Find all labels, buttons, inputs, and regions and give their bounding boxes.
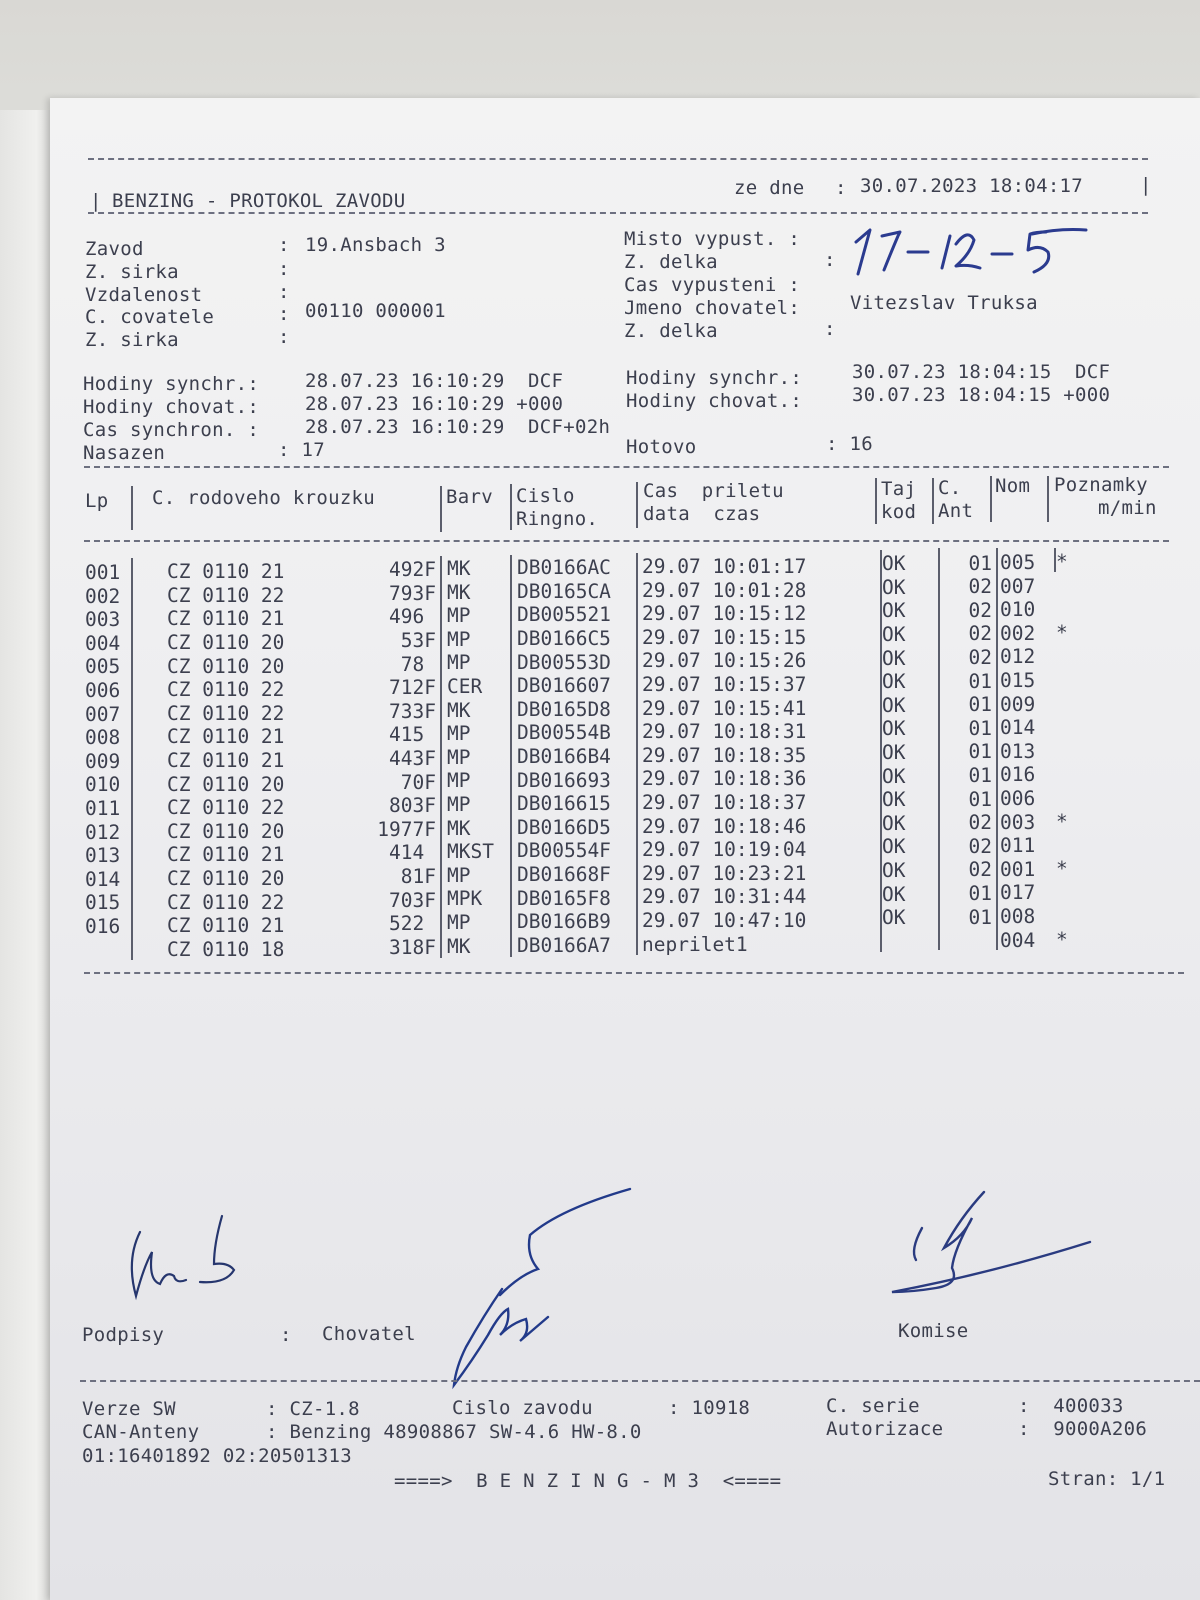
cell-lp: 008 [85,726,121,750]
column-separator [440,556,442,958]
column-separator [131,486,133,530]
info-label: Jmeno chovatel: [624,297,801,319]
cell-nom: 007 [1000,574,1036,598]
cell-barv: MP [447,863,471,887]
cell-cislo: DB0166C5 [517,627,611,650]
footer-verze-label: Verze SW [82,1398,176,1420]
info-colon: : [278,326,290,348]
col-header-cislo: Cislo [516,485,575,507]
cell-barv: MK [447,557,471,580]
info-value: 00110 000001 [305,300,446,322]
cell-nom: 013 [1000,739,1036,763]
cell-taj-kod: OK [882,693,906,717]
cell-ring-number: 492F [389,558,436,582]
cell-ring: CZ 0110 21 [167,914,285,938]
cell-arrival-time: 29.07 10:15:26 [642,649,807,673]
cell-ring-number: 703F [389,888,436,912]
cell-antenna: 01 [968,764,992,787]
cell-nom: 016 [1000,763,1036,787]
col-header-cas-sub: data czas [643,503,761,525]
cell-taj-kod: OK [882,599,906,623]
cell-lp: 006 [85,679,121,702]
cell-ring: CZ 0110 20 [167,772,285,796]
cell-taj-kod: OK [882,552,906,576]
page-title: BENZING - PROTOKOL ZAVODU [112,190,406,212]
info-colon: : [824,318,836,340]
column-separator [932,478,934,524]
cell-ring: CZ 0110 22 [167,796,285,820]
signature-scribble-2 [450,1185,640,1395]
cell-cislo: DB00554F [517,839,611,863]
cell-antenna: 01 [968,669,992,693]
info-colon: : [824,249,836,271]
cell-taj-kod: OK [882,906,906,930]
signature-scribble-3 [888,1188,1098,1298]
cell-cislo: DB0165F8 [517,886,611,910]
column-separator [990,476,992,522]
cell-arrival-time: 29.07 10:18:46 [642,814,807,838]
cell-antenna: 02 [968,834,992,858]
cell-ring-number: 496 [389,605,436,629]
cell-antenna: 01 [968,693,992,717]
signature-scribble-1 [118,1210,248,1306]
cell-arrival-time: 29.07 10:01:28 [642,578,807,602]
cell-cislo: DB00554B [517,721,611,745]
clock-value: : 17 [278,439,325,461]
header-bar-left: | [90,190,102,212]
cell-poznamky: * [1056,857,1068,881]
cell-nom: 003 [1000,810,1036,834]
cell-nom: 011 [1000,834,1036,858]
cell-antenna: 01 [968,716,992,740]
cell-cislo: DB005521 [517,603,611,627]
cell-barv: MK [447,816,471,840]
cell-antenna: 01 [968,551,992,575]
date-value: 30.07.2023 18:04:17 [860,175,1084,197]
clock-label: Hodiny synchr.: [83,373,260,395]
info-label: Z. sirka [85,329,179,351]
cell-arrival-time: 29.07 10:15:15 [642,625,807,649]
cell-ring: CZ 0110 21 [167,607,285,631]
cell-arrival-time: 29.07 10:18:37 [642,790,807,814]
cell-lp: 013 [85,844,121,868]
date-label: ze dne [734,177,805,199]
cell-ring: CZ 0110 21 [167,560,285,584]
cell-nom: 001 [1000,857,1036,881]
cell-cislo: DB0166AC [517,556,611,580]
signatures-label: Podpisy [82,1324,165,1346]
cell-ring: CZ 0110 20 [167,654,285,678]
divider [88,212,1148,214]
cell-lp: 002 [85,584,121,608]
clock-value: 28.07.23 16:10:29 DCF+02h [305,416,611,438]
col-header-cislo-sub: Ringno. [516,508,599,530]
cell-nom: 009 [1000,692,1036,716]
cell-barv: MP [447,911,471,934]
cell-nom: 015 [1000,668,1036,692]
cell-barv: MPK [447,887,483,911]
divider [84,466,1169,468]
clock-label: Cas synchron. : [83,419,260,441]
col-header-poznamky: Poznamky [1054,474,1148,496]
cell-antenna: 02 [968,622,992,646]
cell-antenna: 02 [968,811,992,835]
cell-arrival-time: neprilet1 [642,932,748,956]
info-label: Z. sirka [85,261,179,283]
background-sheet [0,110,52,1600]
info-colon: : [278,303,290,325]
column-separator [440,486,442,532]
cell-lp: 011 [85,797,121,820]
cell-barv: MK [447,580,471,604]
cell-barv: MP [447,604,471,628]
cell-cislo: DB00553D [517,650,611,674]
cell-ring-number: 415 [389,723,436,747]
cell-taj-kod: OK [882,882,906,906]
footer-antennas: 01:16401892 02:20501313 [82,1445,352,1467]
col-header-lp: Lp [85,490,109,512]
cell-barv: MP [447,769,471,793]
cell-cislo: DB016607 [517,674,611,698]
cell-nom: 005 [1000,550,1036,574]
clock-value: 30.07.23 18:04:15 DCF [852,361,1111,383]
cell-lp: 005 [85,655,121,679]
divider [88,158,1148,160]
cell-ring-number: 70F [400,770,436,794]
cell-lp: 016 [85,915,121,938]
cell-ring-number: 522 [389,912,436,936]
col-header-ant: C. [938,477,962,499]
cell-lp: 014 [85,867,121,891]
cell-lp: 015 [85,891,121,915]
cell-barv: MP [447,627,471,651]
cell-ring-number: 318F [389,935,436,959]
cell-taj-kod: OK [882,575,906,599]
info-label: Misto vypust. : [624,228,801,250]
cell-arrival-time: 29.07 10:19:04 [642,838,807,862]
cell-arrival-time: 29.07 10:15:12 [642,602,807,626]
cell-lp: 007 [85,702,121,726]
cell-taj-kod: OK [882,859,906,882]
cell-nom: 002 [1000,621,1036,645]
footer-cislo-label: Cislo zavodu [452,1397,593,1419]
cell-nom: 010 [1000,598,1036,622]
column-separator [996,548,998,950]
cell-ring-number: 443F [389,746,436,770]
cell-antenna: 02 [968,575,992,599]
header-bar-right: | [1140,174,1152,196]
cell-cislo: DB01668F [517,863,611,886]
cell-poznamky: * [1056,550,1068,574]
cell-ring: CZ 0110 22 [167,701,285,725]
cell-ring: CZ 0110 20 [167,866,285,890]
clock-value: 28.07.23 16:10:29 DCF [305,370,564,392]
cell-taj-kod: OK [882,764,906,788]
info-colon: : [278,258,290,280]
cell-ring: CZ 0110 21 [167,748,285,772]
footer-can-label: CAN-Anteny [82,1421,200,1443]
cell-lp: 009 [85,749,121,773]
cell-ring: CZ 0110 22 [167,678,285,702]
cell-antenna: 01 [968,787,992,811]
cell-barv: MP [447,651,471,675]
cell-ring: CZ 0110 18 [167,937,285,961]
cell-taj-kod: OK [882,646,906,670]
cell-ring-number: 81F [400,864,436,888]
cell-barv: MK [447,934,471,958]
cell-cislo: DB0166A7 [517,933,611,957]
cell-cislo: DB0165D8 [517,697,611,721]
column-separator [131,558,133,960]
cell-cislo: DB0166B4 [517,745,611,768]
cell-arrival-time: 29.07 10:18:31 [642,720,807,744]
cell-nom: 017 [1000,881,1036,905]
cell-taj-kod: OK [882,717,906,741]
cell-arrival-time: 29.07 10:15:37 [642,672,807,696]
divider [80,1380,1200,1382]
info-value: 19.Ansbach 3 [305,234,446,256]
divider [84,540,1169,542]
cell-arrival-time: 29.07 10:47:10 [642,908,807,932]
cell-nom: 014 [1000,716,1036,740]
cell-taj-kod: OK [882,623,906,646]
cell-nom: 004 [1000,928,1036,952]
column-separator [510,484,512,530]
footer-cislo-value: : 10918 [668,1397,751,1419]
cell-cislo: DB0166B9 [517,910,611,934]
cell-ring-number: 78 [400,652,436,676]
cell-antenna: 02 [968,646,992,669]
col-header-barv: Barv [446,486,493,508]
cell-ring-number: 803F [389,794,436,818]
clock-label: Nasazen [83,442,166,464]
cell-taj-kod: OK [882,788,906,812]
footer-banner: ====> B E N Z I N G - M 3 <==== [394,1470,782,1492]
clock-label: Hotovo [626,436,697,458]
cell-arrival-time: 29.07 10:15:41 [642,696,807,720]
cell-nom: 012 [1000,645,1036,669]
col-header-ant-sub: Ant [938,500,974,522]
cell-ring: CZ 0110 22 [167,583,285,607]
cell-poznamky: * [1056,809,1068,833]
date-colon: : [835,177,847,199]
col-header-poznamky-sub: m/min [1098,497,1157,519]
handwritten-note [850,222,1100,284]
cell-arrival-time: 29.07 10:18:36 [642,767,807,791]
footer-page: Stran: 1/1 [1048,1468,1166,1490]
cell-ring: CZ 0110 21 [167,725,285,749]
cell-lp: 003 [85,608,121,632]
info-label: C. covatele [85,306,215,328]
info-colon: : [278,281,290,303]
cell-antenna: 02 [968,598,992,622]
cell-barv: MP [447,793,471,816]
info-label: Cas vypusteni : [624,274,801,296]
cell-ring-number: 1977F [377,817,436,841]
info-label: Z. delka [624,251,718,273]
cell-ring: CZ 0110 20 [167,819,285,843]
cell-arrival-time: 29.07 10:31:44 [642,885,807,909]
cell-barv: CER [447,675,483,698]
column-separator [510,555,512,957]
cell-lp: 004 [85,631,121,655]
clock-value: : 16 [826,433,873,455]
info-label: Z. delka [624,320,718,342]
clock-value: 30.07.23 18:04:15 +000 [852,384,1111,406]
footer-verze-value: : CZ-1.8 [266,1398,360,1420]
cell-antenna: 01 [968,905,992,929]
signatures-colon: : [280,1324,292,1346]
cell-lp: 001 [85,561,121,584]
cell-barv: MP [447,722,471,746]
info-label: Zavod [85,238,144,260]
cell-taj-kod: OK [882,741,906,764]
column-separator [875,478,877,524]
cell-arrival-time: 29.07 10:18:35 [642,743,807,767]
signature-chovatel-label: Chovatel [322,1323,416,1345]
divider [84,972,1184,974]
clock-label: Hodiny chovat.: [83,396,260,418]
cell-ring-number: 712F [389,676,436,700]
col-header-taj-sub: kod [881,501,917,523]
cell-cislo: DB0166D5 [517,815,611,839]
cell-lp: 012 [85,820,121,844]
cell-ring-number: 793F [389,581,436,605]
clock-label: Hodiny synchr.: [626,367,803,389]
cell-antenna: 01 [968,882,992,905]
cell-barv: MP [447,745,471,769]
cell-nom: 006 [1000,786,1036,810]
cell-arrival-time: 29.07 10:01:17 [642,554,807,578]
cell-ring: CZ 0110 22 [167,890,285,914]
footer-serie-value: : 400033 [1018,1395,1124,1417]
cell-cislo: DB0165CA [517,579,611,603]
cell-ring: CZ 0110 21 [167,843,285,867]
footer-autor-value: : 9000A206 [1018,1418,1148,1440]
clock-value: 28.07.23 16:10:29 +000 [305,393,564,415]
cell-arrival-time: 29.07 10:23:21 [642,861,807,885]
cell-antenna: 02 [968,858,992,882]
signature-komise-label: Komise [898,1320,969,1342]
clock-label: Hodiny chovat.: [626,390,803,412]
cell-poznamky: * [1056,927,1068,951]
cell-cislo: DB016693 [517,768,611,792]
col-header-ring: C. rodoveho krouzku [152,487,376,509]
info-colon: : [278,234,290,256]
cell-antenna: 01 [968,740,992,764]
cell-barv: MKST [447,840,494,864]
cell-taj-kod: OK [882,811,906,835]
cell-lp: 010 [85,773,121,797]
column-separator [636,482,638,528]
info-label: Vzdalenost [85,284,203,306]
footer-can-value: : Benzing 48908867 SW-4.6 HW-8.0 [266,1421,642,1443]
footer-autor-label: Autorizace [826,1418,944,1440]
cell-taj-kod: OK [882,835,906,859]
col-header-taj: Taj [881,478,917,500]
cell-barv: MK [447,698,471,722]
cell-ring-number: 733F [389,699,436,723]
cell-poznamky: * [1056,621,1068,645]
cell-ring-number: 53F [400,628,436,652]
footer-serie-label: C. serie [826,1395,920,1417]
col-header-nom: Nom [995,475,1031,497]
column-separator [1047,476,1049,522]
breeder-name: Vitezslav Truksa [850,292,1038,314]
column-separator [636,553,638,955]
cell-taj-kod: OK [882,670,906,694]
cell-nom: 008 [1000,904,1036,928]
cell-cislo: DB016615 [517,792,611,816]
cell-ring: CZ 0110 20 [167,630,285,654]
col-header-cas: Cas priletu [643,480,784,502]
cell-ring-number: 414 [389,841,436,865]
